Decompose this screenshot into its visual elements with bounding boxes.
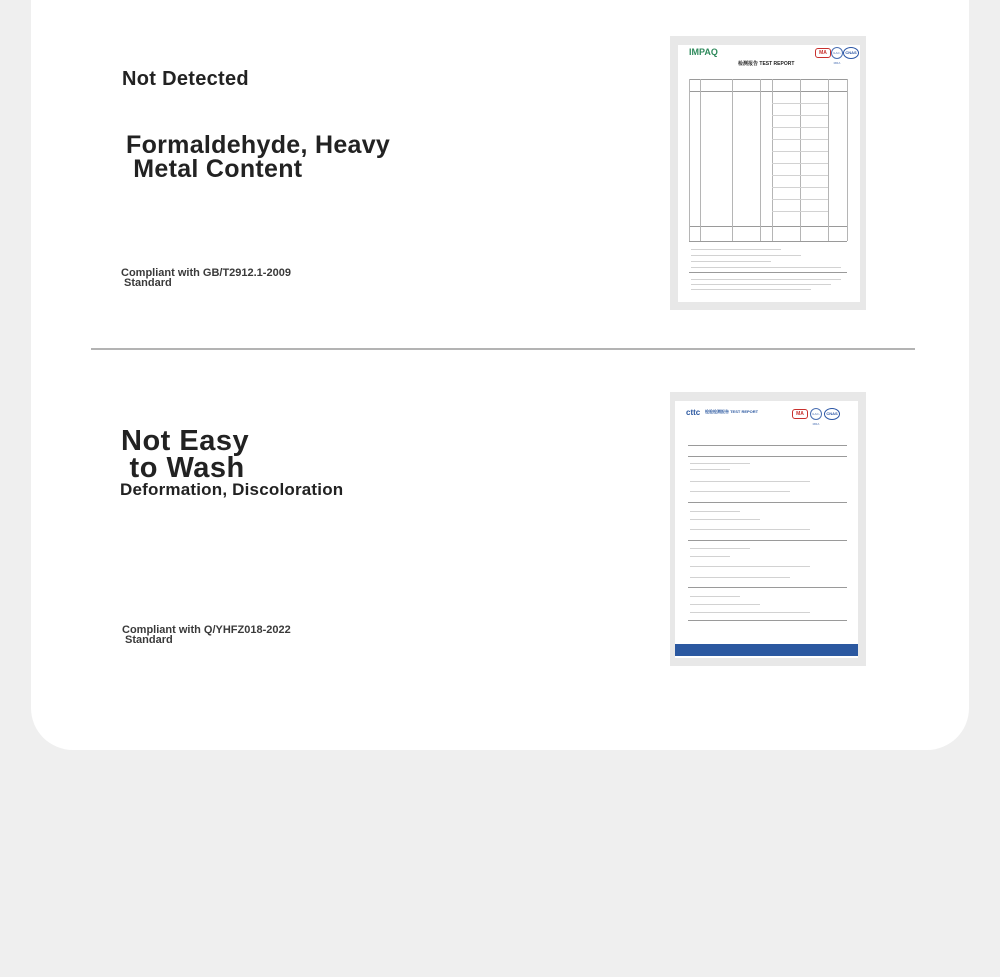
not-easy-title-line1: Not Easy (121, 425, 250, 457)
table-col (689, 79, 690, 241)
table-line (772, 139, 828, 140)
formaldehyde-title-line2: Metal Content (126, 155, 303, 183)
test-report-image-1 (670, 36, 866, 310)
ilac-seal-icon: ILAC-MRA (831, 47, 843, 59)
table-col (847, 79, 848, 241)
table-col (760, 79, 761, 241)
table-rule (688, 502, 847, 503)
text-line (690, 566, 810, 567)
table-line (772, 151, 828, 152)
table-line (772, 103, 828, 104)
report-title: 检测报告 TEST REPORT (738, 61, 795, 67)
table-rule (689, 79, 847, 80)
table-rule (689, 91, 847, 92)
table-col (700, 79, 701, 241)
table-rule (688, 620, 847, 621)
table-line (772, 175, 828, 176)
text-line (691, 284, 831, 285)
table-line (772, 127, 828, 128)
text-line (690, 481, 810, 482)
table-col (828, 79, 829, 241)
test-report-page-2 (675, 401, 858, 658)
text-line (690, 596, 740, 597)
deformation-subtitle: Deformation, Discoloration (120, 480, 344, 499)
table-rule (688, 540, 847, 541)
cnas-logo-icon: CNAS (843, 47, 859, 59)
text-line (691, 279, 841, 280)
text-line (690, 577, 790, 578)
not-detected-heading: Not Detected (122, 68, 249, 90)
text-line (690, 604, 760, 605)
table-rule (688, 445, 847, 446)
report-title: 检验检测报告 TEST REPORT (705, 409, 759, 414)
table-rule (689, 272, 847, 273)
text-line (691, 267, 841, 268)
impaq-logo: IMPAQ (689, 47, 718, 57)
table-rule (688, 456, 847, 457)
formaldehyde-title-line1: Formaldehyde, Heavy (126, 131, 391, 159)
ilac-seal-icon: ILAC-MRA (810, 408, 822, 420)
standard-q-line1: Compliant with Q/YHFZ018-2022 (122, 624, 291, 636)
standard-gb-line2: Standard (121, 277, 172, 289)
cttc-logo: cttc (686, 408, 701, 417)
text-line (691, 289, 811, 290)
cma-stamp-icon: MA (815, 48, 831, 58)
text-line (690, 511, 740, 512)
table-rule (688, 587, 847, 588)
text-line (690, 491, 790, 492)
cnas-logo-icon: CNAS (824, 408, 840, 420)
text-line (690, 463, 750, 464)
table-rule (689, 241, 847, 242)
text-line (690, 612, 810, 613)
test-report-image-2 (670, 392, 866, 666)
section-divider (91, 348, 915, 350)
text-line (690, 556, 730, 557)
test-report-page-1 (678, 45, 860, 302)
table-line (772, 211, 828, 212)
text-line (691, 261, 771, 262)
table-line (772, 115, 828, 116)
text-line (691, 255, 801, 256)
report-footer-bar (675, 644, 858, 656)
table-rule (689, 226, 847, 227)
text-line (690, 519, 760, 520)
table-line (772, 199, 828, 200)
table-line (772, 163, 828, 164)
text-line (690, 529, 810, 530)
standard-gb-line1: Compliant with GB/T2912.1-2009 (121, 267, 291, 279)
standard-q-line2: Standard (122, 634, 173, 646)
not-easy-title-line2: to Wash (121, 452, 245, 484)
text-line (690, 548, 750, 549)
text-line (690, 469, 730, 470)
cma-stamp-icon: MA (792, 409, 808, 419)
table-col (732, 79, 733, 241)
table-line (772, 187, 828, 188)
text-line (691, 249, 781, 250)
